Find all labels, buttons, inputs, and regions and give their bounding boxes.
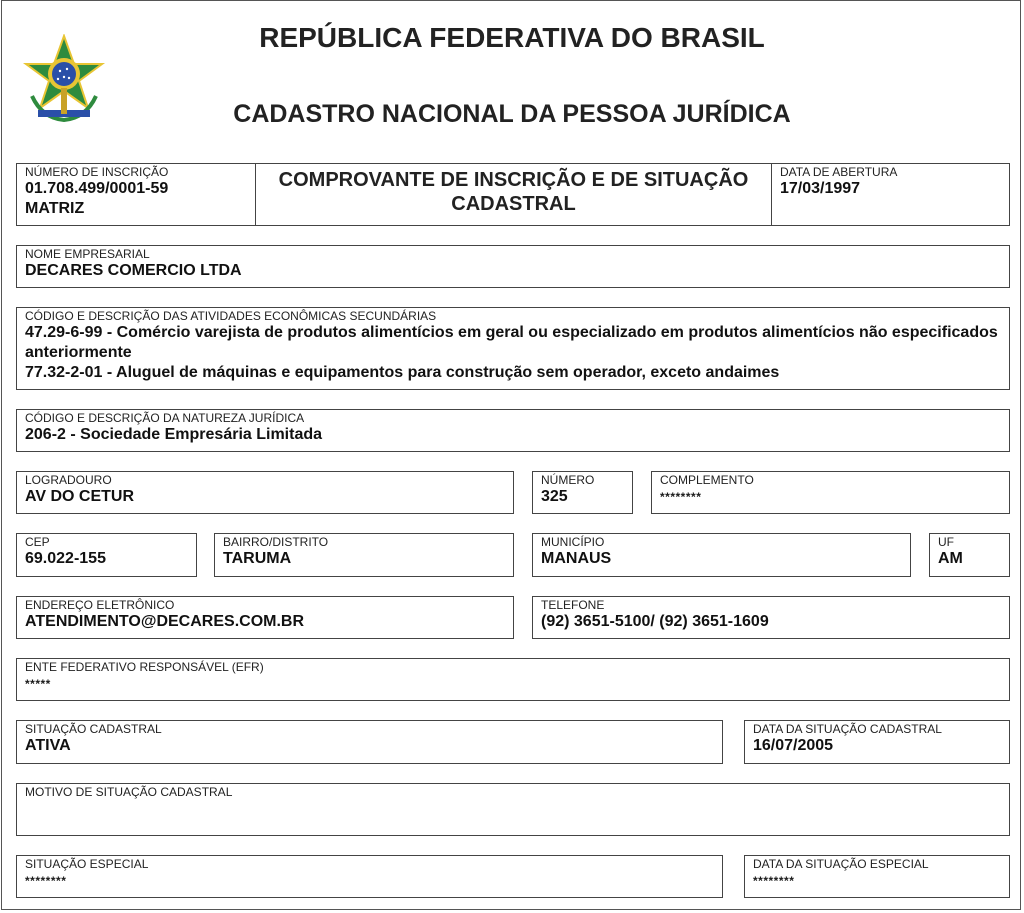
page-subtitle: CADASTRO NACIONAL DA PESSOA JURÍDICA (233, 100, 791, 128)
bairro-box (214, 533, 514, 577)
situacao-box (16, 720, 723, 764)
atividades-secundarias-label: CÓDIGO E DESCRIÇÃO DAS ATIVIDADES ECONÔMICAS SECUNDÁRIAS (25, 309, 437, 323)
bairro-value: TARUMA (223, 550, 292, 567)
numero-label: NÚMERO (541, 473, 595, 487)
situacao-label: SITUAÇÃO CADASTRAL (25, 722, 162, 736)
motivo-box (16, 783, 1010, 836)
atividades-list (25, 323, 1001, 383)
page-title: REPÚBLICA FEDERATIVA DO BRASIL (259, 22, 765, 53)
document-frame (1, 0, 1021, 910)
comprovante-box (255, 163, 772, 226)
situacao-especial-box (16, 855, 723, 898)
telefone-value: (92) 3651-5100/ (92) 3651-1609 (541, 613, 769, 630)
logradouro-value: AV DO CETUR (25, 488, 135, 505)
comprovante-title (256, 168, 771, 216)
comprovante-title-line1: COMPROVANTE DE INSCRIÇÃO E DE SITUAÇÃO (278, 169, 749, 191)
inscricao-box (16, 163, 256, 226)
telefone-label: TELEFONE (541, 598, 605, 612)
uf-label: UF (938, 535, 954, 549)
data-situacao-especial-box (744, 855, 1010, 898)
efr-value: ***** (25, 677, 51, 691)
inscricao-value: 01.708.499/0001-59 (25, 180, 169, 197)
nome-empresarial-box (16, 245, 1010, 288)
efr-label: ENTE FEDERATIVO RESPONSÁVEL (EFR) (25, 660, 264, 674)
complemento-box (651, 471, 1010, 514)
natureza-juridica-value: 206-2 - Sociedade Empresária Limitada (25, 426, 323, 443)
numero-value: 325 (541, 488, 568, 505)
municipio-value: MANAUS (541, 550, 612, 567)
numero-box (532, 471, 633, 514)
cep-label: CEP (25, 535, 50, 549)
cep-value: 69.022-155 (25, 550, 106, 567)
atividade-item: 47.29-6-99 - Comércio varejista de produtos alimentícios em geral ou especializado em produtos alimentícios não especificados anteriormente (25, 324, 998, 361)
comprovante-title-line2: CADASTRAL (451, 193, 576, 215)
cep-box (16, 533, 197, 577)
natureza-juridica-box (16, 409, 1010, 452)
email-label: ENDEREÇO ELETRÔNICO (25, 598, 175, 612)
situacao-especial-value: ******** (25, 874, 67, 888)
data-situacao-especial-label: DATA DA SITUAÇÃO ESPECIAL (753, 857, 929, 871)
nome-empresarial-label: NOME EMPRESARIAL (25, 247, 150, 261)
logradouro-box (16, 471, 514, 514)
bairro-label: BAIRRO/DISTRITO (223, 535, 329, 549)
municipio-label: MUNICÍPIO (541, 535, 605, 549)
motivo-label: MOTIVO DE SITUAÇÃO CADASTRAL (25, 785, 233, 799)
email-box (16, 596, 514, 639)
nome-empresarial-value: DECARES COMERCIO LTDA (25, 262, 242, 279)
complemento-label: COMPLEMENTO (660, 473, 754, 487)
data-situacao-value: 16/07/2005 (753, 737, 834, 754)
logradouro-label: LOGRADOURO (25, 473, 112, 487)
efr-box (16, 658, 1010, 701)
atividades-secundarias-box (16, 307, 1010, 390)
inscricao-tipo: MATRIZ (25, 200, 85, 217)
telefone-box (532, 596, 1010, 639)
data-situacao-especial-value: ******** (753, 874, 795, 888)
situacao-value: ATIVA (25, 737, 71, 754)
situacao-especial-label: SITUAÇÃO ESPECIAL (25, 857, 149, 871)
email-value: ATENDIMENTO@DECARES.COM.BR (25, 613, 305, 630)
inscricao-label: NÚMERO DE INSCRIÇÃO (25, 165, 169, 179)
atividade-item: 77.32-2-01 - Aluguel de máquinas e equipamentos para construção sem operador, exceto andaimes (25, 364, 780, 381)
uf-value: AM (938, 550, 963, 567)
abertura-value: 17/03/1997 (780, 180, 861, 197)
data-situacao-box (744, 720, 1010, 764)
uf-box (929, 533, 1010, 577)
data-situacao-label: DATA DA SITUAÇÃO CADASTRAL (753, 722, 942, 736)
natureza-juridica-label: CÓDIGO E DESCRIÇÃO DA NATUREZA JURÍDICA (25, 411, 305, 425)
abertura-box (771, 163, 1010, 226)
complemento-value: ******** (660, 490, 702, 504)
municipio-box (532, 533, 911, 577)
abertura-label: DATA DE ABERTURA (780, 165, 898, 179)
